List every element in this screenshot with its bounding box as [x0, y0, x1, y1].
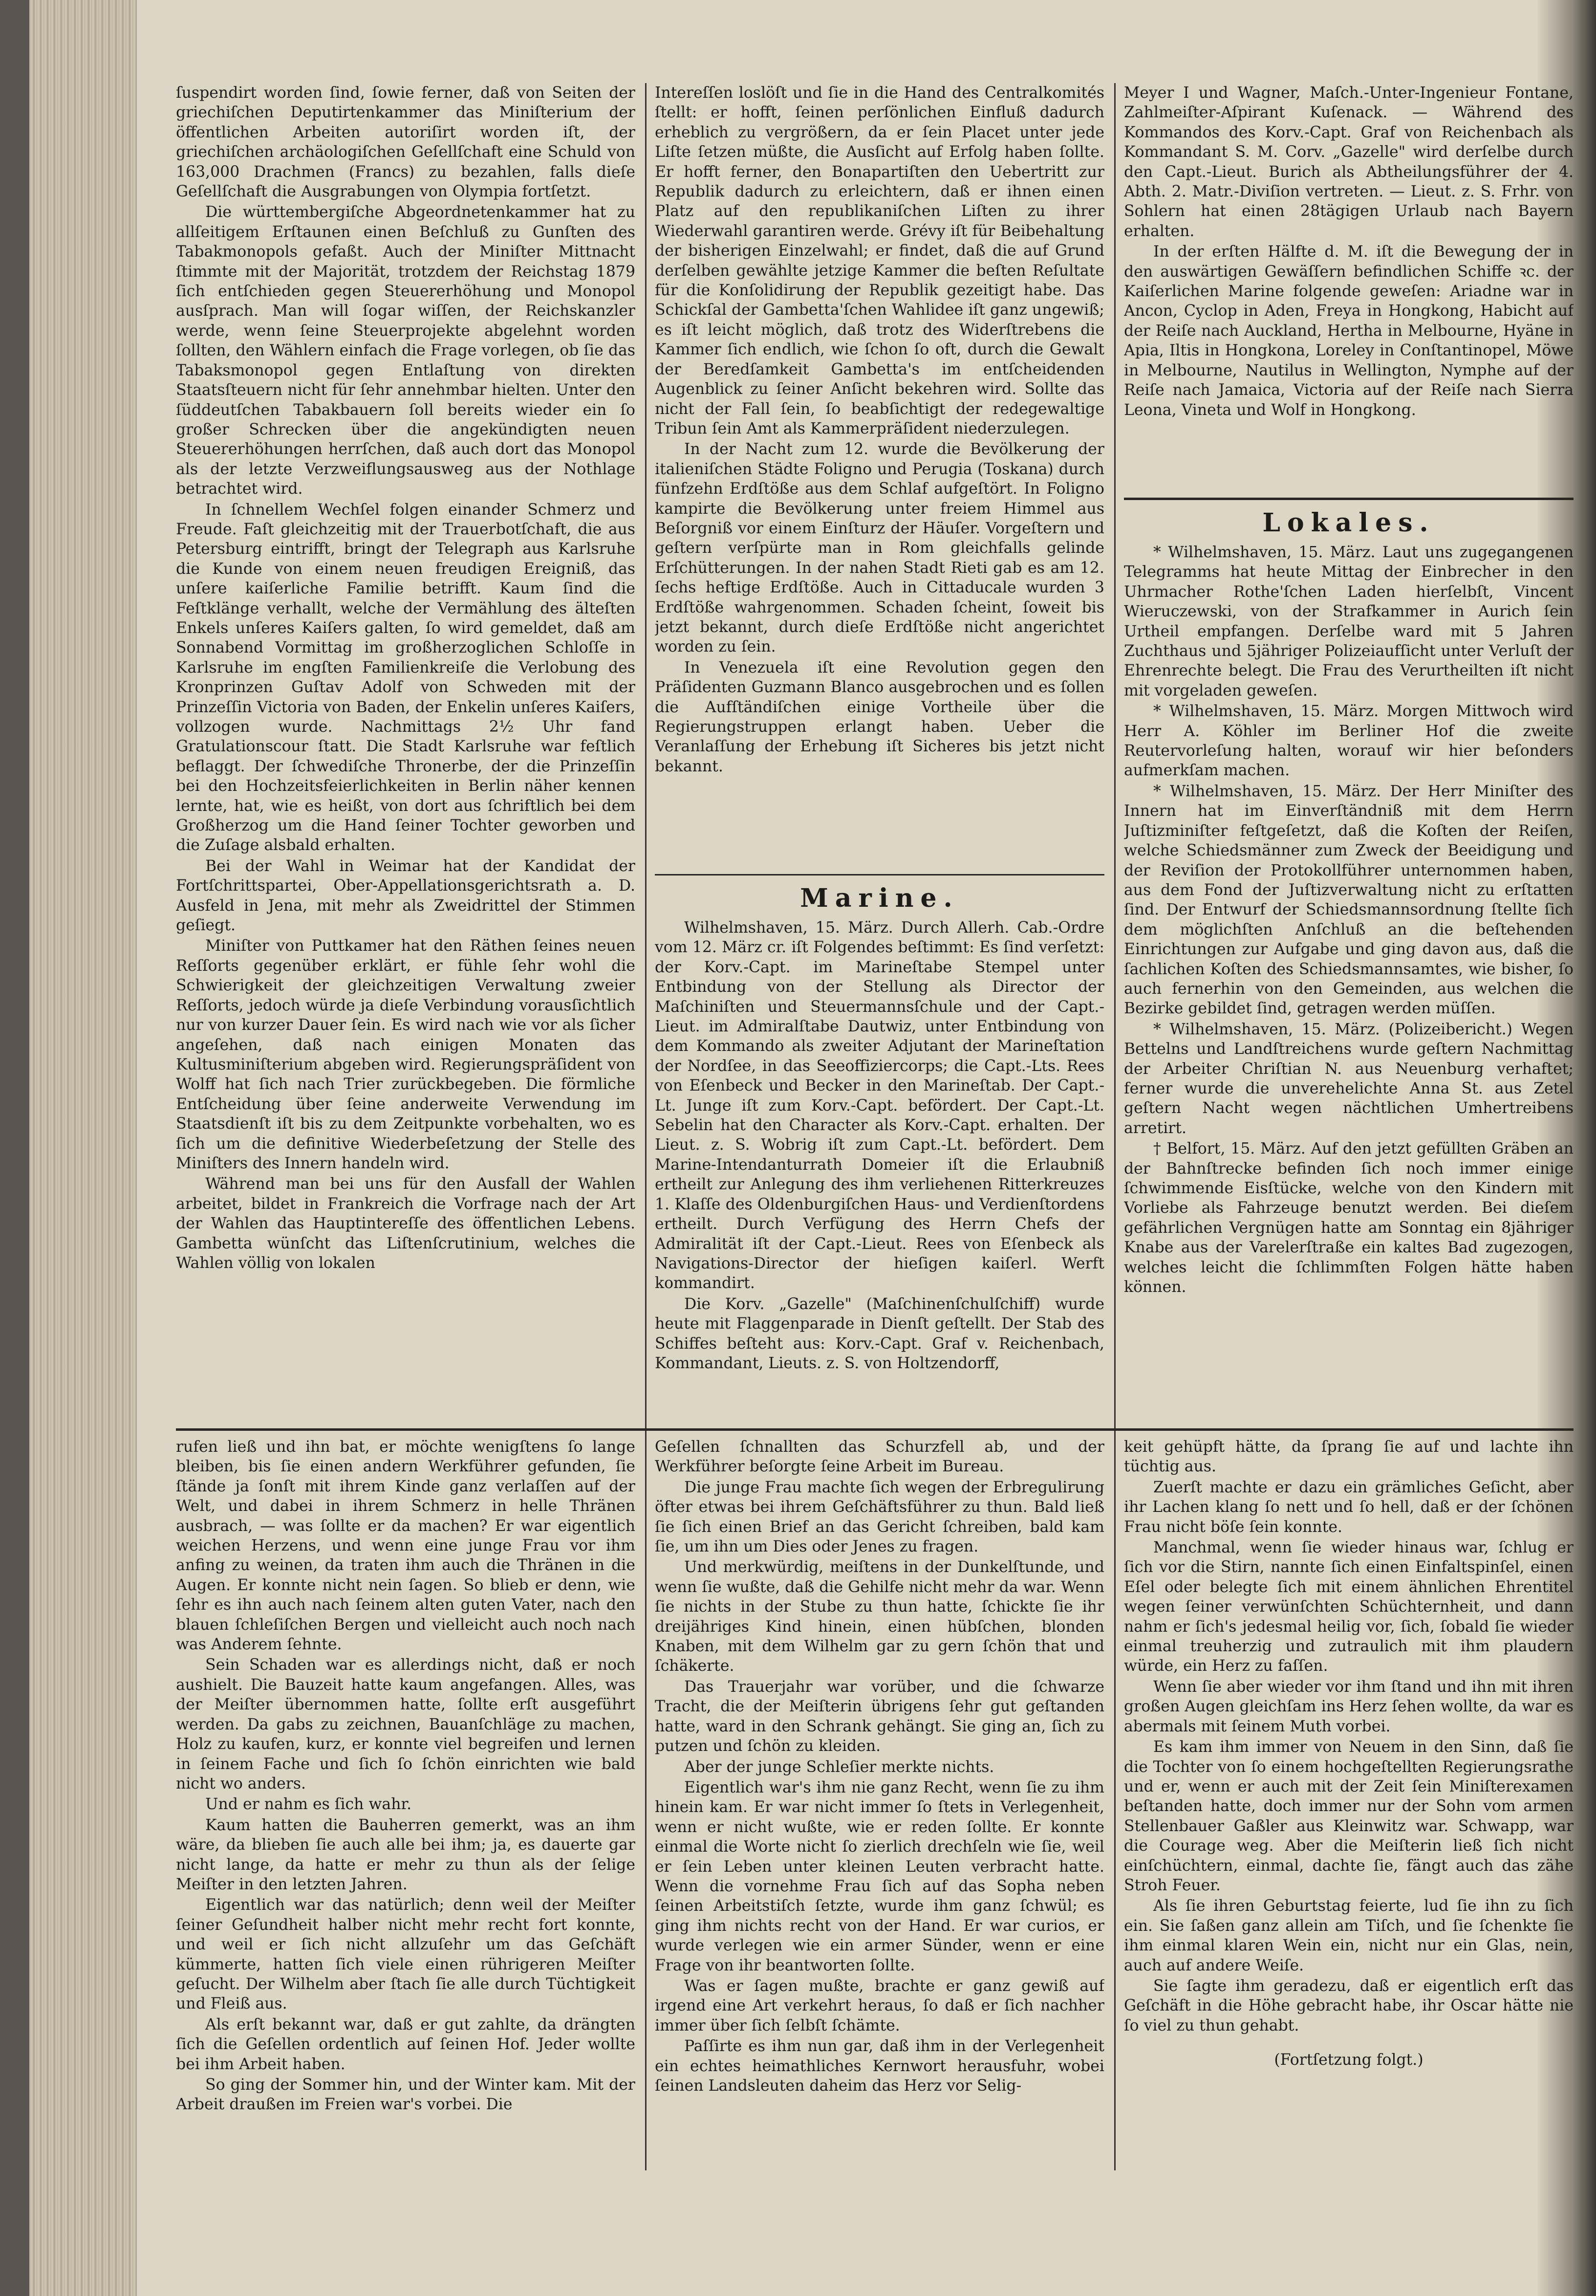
paragraph: Bei der Wahl in Weimar hat der Kandidat der Fortſchrittspartei, Ober-Appellationsgerichtsrath a. D. Ausfeld in Jena, mit mehr als Zweidrittel der Stimmen geſiegt.: [176, 857, 635, 935]
paragraph: Wilhelmshaven, 15. März. Durch Allerh. Cab.-Ordre vom 12. März cr. iſt Folgendes beſtimmt: Es ſind verſetzt: der Korv.-Capt. im Marineſtabe Stempel unter Entbindung von der Stellung als Director der Maſchiniſten und Steuermannsſchule und der Capt.-Lieut. im Admiralſtabe Dautwiz, unter Entbindung von dem Kommando als zweiter Adjutant der Marineſtation der Nordſee, in das Seeoffiziercorps; die Capt.-Lts. Rees von Eſenbeck und Becker in den Marineſtab. Der Capt.-Lt. Junge iſt zum Korv.-Capt. befördert. Der Capt.-Lt. Sebelin hat den Character als Korv.-Capt. erhalten. Der Lieut. z. S. Wobrig iſt zum Capt.-Lt. befördert. Dem Marine-Intendanturrath Domeier iſt die Erlaubniß ertheilt zur Anlegung des ihm verliehenen Ritterkreuzes 1. Klaſſe des Oldenburgiſchen Haus- und Verdienſtordens ertheilt. Durch Verfügung des Herrn Chefs der Admiralität iſt der Capt.-Lieut. Rees von Eſenbeck als Navigations-Director der hieſigen kaiſerl. Werft kommandirt.: [655, 919, 1104, 1292]
paragraph: Und merkwürdig, meiſtens in der Dunkelſtunde, und wenn ſie wußte, daß die Gehilfe nicht mehr da war. Wenn ſie nichts in der Stube zu thun hatte, ſchickte ſie ihr dreijähriges Kind hinein, einen hübſchen, blonden Knaben, mit dem Wilhelm gar zu gern ſchön that und ſchäkerte.: [655, 1558, 1104, 1675]
paragraph: Die junge Frau machte ſich wegen der Erbregulirung öfter etwas bei ihrem Geſchäftsführer zu thun. Bald ließ ſie ſich einen Brief an das Gericht ſchreiben, bald kam ſie, um ihn um Dies oder Jenes zu fragen.: [655, 1478, 1104, 1556]
marine-heading: Marine.: [800, 883, 959, 913]
paragraph: Als erſt bekannt war, daß er gut zahlte, da drängten ſich die Geſellen ordentlich auf ſeinen Hof. Jeder wollte bei ihm Arbeit haben.: [176, 2015, 635, 2073]
paragraph: ſuspendirt worden ſind, ſowie ferner, daß von Seiten der griechiſchen Deputirtenkammer das Miniſterium der öffentlichen Arbeiten autoriſirt worden iſt, der griechiſchen archäologiſchen Geſellſchaft eine Schuld von 163,000 Drachmen (Francs) zu bezahlen, falls dieſe Geſellſchaft die Ausgrabungen von Olympia fortſetzt.: [176, 84, 635, 201]
paragraph: Eigentlich war das natürlich; denn weil der Meiſter ſeiner Geſundheit halber nicht mehr recht fort konnte, und weil er ſich nicht allzuſehr um das Geſchäft kümmerte, hatten ſich viele einen rührigeren Meiſter geſucht. Der Wilhelm aber ſtach ſie alle durch Tüchtigkeit und Fleiß aus.: [176, 1896, 635, 2013]
paragraph: Sie ſagte ihm geradezu, daß er eigentlich erſt das Geſchäft in die Höhe gebracht habe, ihr Oscar hätte nie ſo viel zu thun gehabt.: [1124, 1977, 1574, 2034]
feuilleton-column-1: [176, 1437, 635, 2170]
feuilleton-column-2: [655, 1437, 1104, 2170]
paragraph: * Wilhelmshaven, 15. März. Laut uns zugegangenen Telegramms hat heute Mittag der Einbrecher in den Uhrmacher Rothe'ſchen Laden hierſelbſt, Vincent Wieruczewski, von der Strafkammer in Aurich ſein Urtheil empfangen. Derſelbe ward mit 5 Jahren Zuchthaus und 5jähriger Polizeiaufſicht unter Verluſt der Ehrenrechte belegt. Die Frau des Verurtheilten iſt nicht mit vorgeladen geweſen.: [1124, 544, 1574, 700]
marine-section: [655, 880, 1104, 1422]
paragraph: Eigentlich war's ihm nie ganz Recht, wenn ſie zu ihm hinein kam. Er war nicht immer ſo ſtets in Verlegenheit, wenn er nicht wußte, wie er reden ſollte. Er konnte einmal die Worte nicht ſo zierlich drechſeln wie ſie, weil er ſein Leben unter kleinen Leuten verbracht hatte. Wenn die vornehme Frau ſich auf das Sopha neben ſeinen Arbeitstiſch ſetzte, wurde ihm ganz ſchwül; es ging ihm nichts recht von der Hand. Er war curios, er wurde verlegen wie ein armer Sünder, wenn er eine Frage von ihr beantworten ſollte.: [655, 1778, 1104, 1974]
paragraph: Die württembergiſche Abgeordnetenkammer hat zu allſeitigem Erſtaunen einen Beſchluß zu Gunſten des Tabakmonopols gefaßt. Auch der Miniſter Mittnacht ſtimmte mit der Majorität, trotzdem der Reichstag 1879 ſich entſchieden gegen Steuererhöhung und Monopol ausſprach. Man will ſogar wiſſen, der Reichskanzler werde, wenn ſeine Steuerprojekte abgelehnt worden ſollten, den Wählern einfach die Frage vorlegen, ob ſie das Tabaksmonopol gegen Entlaſtung von direkten Staatsſteuern nicht für ſehr annehmbar hielten. Unter den ſüddeutſchen Tabakbauern ſoll bereits wieder ein ſo großer Schrecken über die angekündigten neuen Steuererhöhungen herrſchen, daß auch dort das Monopol als der letzte Verzweiflungsausweg aus der Nothlage betrachtet wird.: [176, 203, 635, 498]
section-divider: [1124, 498, 1574, 500]
paragraph: Während man bei uns für den Ausfall der Wahlen arbeitet, bildet in Frankreich die Vorfrage nach der Art der Wahlen das Hauptintereſſe des öffentlichen Lebens. Gambetta wünſcht das Liſtenſcrutinium, welches die Wahlen völlig von lokalen: [176, 1175, 635, 1272]
section-divider: [655, 874, 1104, 875]
paragraph: In ſchnellem Wechſel folgen einander Schmerz und Freude. Faſt gleichzeitig mit der Trauerbotſchaft, die aus Petersburg eintrifft, bringt der Telegraph aus Karlsruhe die Kunde von einem neuen freudigen Ereigniß, das unſere kaiſerliche Familie betrifft. Kaum ſind die Feſtklänge verhallt, welche der Vermählung des älteſten Enkels unſeres Kaiſers galten, ſo wird gemeldet, daß am Sonnabend Vormittag im großherzoglichen Schloſſe in Karlsruhe im engſten Familienkreiſe die Verlobung des Kronprinzen Guſtav Adolf von Schweden mit der Prinzeſſin Victoria von Baden, der Enkelin unſeres Kaiſers, vollzogen wurde. Nachmittags 2½ Uhr fand Gratulationscour ſtatt. Die Stadt Karlsruhe war feſtlich beflaggt. Der ſchwediſche Thronerbe, der die Prinzeſſin bei den Hochzeitsfeierlichkeiten in Berlin näher kennen lernte, hat, wie es heißt, von dort aus ſchriftlich bei dem Großherzog um die Hand ſeiner Tochter geworben und die Zuſage alsbald erhalten.: [176, 501, 635, 854]
paragraph: Wenn ſie aber wieder vor ihm ſtand und ihn mit ihren großen Augen gleichſam ins Herz ſehen wollte, da war es abermals mit ſeinem Muth vorbei.: [1124, 1678, 1574, 1735]
paragraph: Intereſſen loslöſt und ſie in die Hand des Centralkomités ſtellt: er hofft, ſeinen perſönlichen Einfluß dadurch erheblich zu vergrößern, da er ſein Placet unter jede Liſte ſetzen müßte, die Ausſicht auf Erfolg haben ſollte. Er hofft ferner, den Bonapartiſten den Uebertritt zur Republik dadurch zu erleichtern, daß er ihnen einen Platz auf den republikaniſchen Liſten zu ihrer Wiederwahl garantiren werde. Grévy iſt für Beibehaltung der bisherigen Einzelwahl; er findet, daß die auf Grund derſelben gewählte jetzige Kammer die beſten Reſultate für die Konſolidirung der Republik gezeitigt habe. Das Schickſal der Gambetta'ſchen Wahlidee iſt ganz ungewiß; es iſt leicht möglich, daß trotz des Widerſtrebens die Kammer ſich endlich, wie ſchon ſo oft, durch die Gewalt der Beredſamkeit Gambetta's im entſcheidenden Augenblick zu ſeiner Anſicht bekehren wird. Sollte das nicht der Fall ſein, ſo beabſichtigt der redegewaltige Tribun ſein Amt als Kammerpräſident niederzulegen.: [655, 84, 1104, 437]
paragraph: Geſellen ſchnallten das Schurzfell ab, und der Werkführer beſorgte ſeine Arbeit im Bureau.: [655, 1438, 1104, 1476]
column-2-news: [655, 83, 1104, 865]
paragraph: Sein Schaden war es allerdings nicht, daß er noch aushielt. Die Bauzeit hatte kaum angefangen. Alles, was der Meiſter übernommen hatte, ſollte erſt ausgeführt werden. Da gabs zu zeichnen, Bauanſchläge zu machen, Holz zu kaufen, kurz, er konnte viel begreifen und lernen in ſeinem Fache und ſich ſo ſchön einrichten wie bald nicht wo anders.: [176, 1656, 635, 1793]
paragraph: Kaum hatten die Bauherren gemerkt, was an ihm wäre, da blieben ſie auch alle bei ihm; ja, es dauerte gar nicht lange, da hatte er mehr zu thun als der ſelige Meiſter in den letzten Jahren.: [176, 1816, 635, 1893]
paragraph: Meyer I und Wagner, Maſch.-Unter-Ingenieur Fontane, Zahlmeiſter-Aſpirant Kuſenack. — Während des Kommandos des Korv.-Capt. Graf von Reichenbach als Kommandant S. M. Corv. „Gazelle" wird derſelbe durch den Capt.-Lieut. Burich als Abtheilungsführer der 4. Abth. 2. Matr.-Diviſion vertreten. — Lieut. z. S. Frhr. von Sohlern hat einen 28tägigen Urlaub nach Bayern erhalten.: [1124, 84, 1574, 240]
paragraph: In der Nacht zum 12. wurde die Bevölkerung der italieniſchen Städte Foligno und Perugia (Toskana) durch fünfzehn Erdſtöße aus dem Schlaf aufgeſtört. In Foligno kampirte die Bevölkerung unter freiem Himmel aus Beſorgniß vor einem Einſturz der Häuſer. Vorgeſtern und geſtern verſpürte man in Rom gleichfalls gelinde Erſchütterungen. In der nahen Stadt Rieti gab es am 12. ſechs heftige Erdſtöße. Auch in Cittaducale wurden 3 Erdſtöße wahrgenommen. Schaden ſcheint, ſoweit bis jetzt bekannt, durch dieſe Erdſtöße nicht angerichtet worden zu ſein.: [655, 440, 1104, 656]
paragraph: Die Korv. „Gazelle" (Maſchinenſchulſchiff) wurde heute mit Flaggenparade in Dienſt geſtellt. Der Stab des Schiffes beſteht aus: Korv.-Capt. Graf v. Reichenbach, Kommandant, Lieuts. z. S. von Holtzendorff,: [655, 1295, 1104, 1372]
lokales-section: [1124, 504, 1574, 1423]
column-3-marine-continued: [1124, 83, 1574, 479]
feuilleton-column-3: [1124, 1437, 1574, 2170]
column-1-news: [176, 83, 635, 1422]
paragraph: rufen ließ und ihn bat, er möchte wenigſtens ſo lange bleiben, bis ſie einen andern Werkführer gefunden, ſie ſtände ja ſonſt mit ihrem Kinde ganz verlaſſen auf der Welt, und dabei in ihrem Schmerz in helle Thränen ausbrach, — was ſollte er da machen? Er war eigentlich weichen Herzens, und wenn eine junge Frau vor ihm anfing zu weinen, da traten ihm auch die Thränen in die Augen. Er konnte nicht nein ſagen. So blieb er denn, wie ſehr es ihn auch nach ſeinem alten guten Vater, nach den blauen ſchleſiſchen Bergen und vielleicht auch noch nach was Anderem ſehnte.: [176, 1438, 635, 1654]
feuilleton-divider: [176, 1428, 1574, 1431]
paragraph: Zuerſt machte er dazu ein grämliches Geſicht, aber ihr Lachen klang ſo nett und ſo hell, daß er der ſchönen Frau nicht böſe ſein konnte.: [1124, 1478, 1574, 1536]
paragraph: Es kam ihm immer von Neuem in den Sinn, daß ſie die Tochter von ſo einem hochgeſtellten Regierungsrathe und er, wenn er auch mit der Zeit ſein Miniſterexamen beſtanden hatte, doch immer nur der Sohn vom armen Stellenbauer Gaßler aus Kleinwitz war. Schwapp, war die Courage weg. Aber die Meiſterin ließ ſich nicht einſchüchtern, einmal, dachte ſie, fängt auch das zähe Stroh Feuer.: [1124, 1738, 1574, 1894]
paragraph: So ging der Sommer hin, und der Winter kam. Mit der Arbeit draußen im Freien war's vorbei. Die: [176, 2076, 635, 2114]
column-divider: [645, 83, 647, 2170]
paragraph: Paſſirte es ihm nun gar, daß ihm in der Verlegenheit ein echtes heimathliches Kernwort herausfuhr, wobei ſeinen Landsleuten daheim das Herz vor Selig-: [655, 2037, 1104, 2095]
paragraph: † Belfort, 15. März. Auf den jetzt gefüllten Gräben an der Bahnſtrecke befinden ſich noch immer einige ſchwimmende Eisſtücke, welche von den Kindern mit Vorliebe als Fahrzeuge benutzt werden. Bei dieſem gefährlichen Vergnügen hatte am Sonntag ein 8jähriger Knabe aus der Varelerſtraße ein kaltes Bad zugezogen, welches leicht die ſchlimmſten Folgen hätte haben können.: [1124, 1140, 1574, 1296]
paragraph: Aber der junge Schleſier merkte nichts.: [684, 1758, 994, 1776]
paragraph: In Venezuela iſt eine Revolution gegen den Präſidenten Guzmann Blanco ausgebrochen und es ſollen die Aufſtändiſchen einige Vortheile über die Regierungstruppen erlangt haben. Ueber die Veranlaſſung der Erhebung iſt Sicheres bis jetzt nicht bekannt.: [655, 658, 1104, 775]
paragraph: Und er nahm es ſich wahr.: [205, 1795, 412, 1814]
paragraph: Das Trauerjahr war vorüber, und die ſchwarze Tracht, die der Meiſterin übrigens ſehr gut geſtanden hatte, ward in den Schrank gehängt. Sie ging an, ſich zu putzen und ſchön zu kleiden.: [655, 1678, 1104, 1755]
lokales-heading: Lokales.: [1262, 508, 1435, 538]
paragraph: Was er ſagen mußte, brachte er ganz gewiß auf irgend eine Art verkehrt heraus, ſo daß er ſich nachher immer über ſich ſelbſt ſchämte.: [655, 1977, 1104, 2034]
paragraph: * Wilhelmshaven, 15. März. (Polizeibericht.) Wegen Bettelns und Landſtreichens wurde geſtern Nachmittag der Arbeiter Chriſtian N. aus Neuenburg verhaftet; ferner wurde die unverehelichte Anna St. aus Zetel geſtern Nacht wegen nächtlichen Umhertreibens arretirt.: [1124, 1020, 1574, 1137]
paragraph: * Wilhelmshaven, 15. März. Morgen Mittwoch wird Herr A. Köhler im Berliner Hof die zweite Reutervorleſung halten, worauf wir hier beſonders aufmerkſam machen.: [1124, 702, 1574, 780]
paragraph: In der erſten Hälfte d. M. iſt die Bewegung der in den auswärtigen Gewäſſern befindlichen Schiffe ꝛc. der Kaiſerlichen Marine folgende geweſen: Ariadne war in Ancon, Cyclop in Aden, Freya in Hongkong, Habicht auf der Reiſe nach Auckland, Hertha in Melbourne, Hyäne in Apia, Iltis in Hongkona, Loreley in Conſtantinopel, Möwe in Melbourne, Nautilus in Wellington, Nymphe auf der Reiſe nach Jamaica, Victoria auf der Reiſe nach Sierra Leona, Vineta und Wolf in Hongkong.: [1124, 243, 1574, 419]
newspaper-page: [29, 0, 1596, 2296]
paragraph: keit gehüpft hätte, da ſprang ſie auf und lachte ihn tüchtig aus.: [1124, 1438, 1574, 1476]
column-divider: [1114, 83, 1116, 2170]
paragraph: Als ſie ihren Geburtstag feierte, lud ſie ihn zu ſich ein. Sie ſaßen ganz allein am Tiſch, und ſie ſchenkte ſie ihm einmal klaren Wein ein, nicht nur ein Glas, nein, auch auf andere Weiſe.: [1124, 1897, 1574, 1974]
paragraph: Miniſter von Puttkamer hat den Räthen ſeines neuen Reſſorts gegenüber erklärt, er fühle ſehr wohl die Schwierigkeit der gleichzeitigen Verwaltung zweier Reſſorts, jedoch würde ja dieſe Verbindung vorausſichtlich nur von kurzer Dauer ſein. Es wird nach wie vor als ſicher angeſehen, daß nach einigen Monaten das Kultusminiſterium abgeben wird. Regierungspräſident von Wolff hat ſich nach Trier zurückbegeben. Die förmliche Entſcheidung über ſeine anderweite Verwendung im Staatsdienſt iſt bis zu dem Zeitpunkte vorbehalten, wo es ſich um die definitive Wiederbeſetzung der Stelle des Miniſters des Innern handeln wird.: [176, 937, 635, 1172]
page-content: [176, 83, 1588, 2258]
paragraph: * Wilhelmshaven, 15. März. Der Herr Miniſter des Innern hat im Einverſtändniß mit dem Herrn Juſtizminiſter feſtgeſetzt, daß die Koſten der Reiſen, welche Schiedsmänner zum Zweck der Beeidigung und der Reviſion der Protokollführer unternommen haben, aus dem Fond der Juſtizverwaltung nicht zu erſtatten ſind. Der Entwurf der Schiedsmannsordnung ſtellte ſich dem möglichſten Anſchluß an die beſtehenden Einrichtungen zur Aufgabe und ging davon aus, daß die ſachlichen Koſten des Schiedsmannsamtes, wie bisher, ſo auch fernerhin von den Gemeinden, aus welchen die Bezirke gebildet ſind, getragen werden müſſen.: [1124, 782, 1574, 1018]
page-edge-stack: [29, 0, 137, 2296]
paragraph: Manchmal, wenn ſie wieder hinaus war, ſchlug er ſich vor die Stirn, nannte ſich einen Einfaltspinſel, einen Eſel oder belegte ſich mit einem ähnlichen Ehrentitel wegen ſeiner verwünſchten Schüchternheit, und dann nahm er ſich's jedesmal heilig vor, ſich, ſobald ſie wieder einmal treuherzig und zutraulich mit ihm plaudern würde, ein Herz zu faſſen.: [1124, 1539, 1574, 1675]
to-be-continued-note: (Fortſetzung folgt.): [1274, 2051, 1423, 2069]
